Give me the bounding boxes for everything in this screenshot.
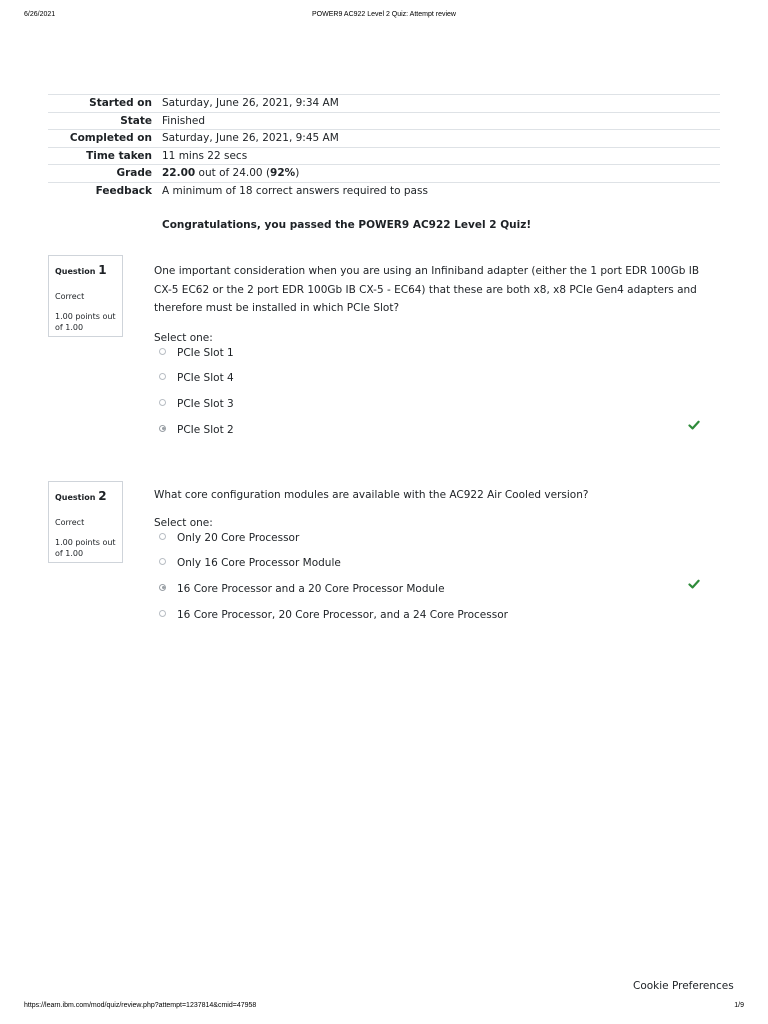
answer-label: PCIe Slot 4 (177, 372, 234, 385)
grade-label: Grade (48, 165, 162, 183)
grade-row (48, 165, 720, 183)
answer-label: 16 Core Processor and a 20 Core Processor Module (177, 582, 445, 595)
radio-icon[interactable] (159, 399, 166, 406)
radio-icon[interactable] (159, 348, 166, 355)
print-header (24, 11, 744, 21)
answer-prompt: Select one: (154, 516, 213, 529)
summary-value: Saturday, June 26, 2021, 9:45 AM (162, 130, 720, 148)
answer-prompt: Select one: (154, 331, 213, 344)
summary-row (48, 95, 720, 113)
question-grade: 1.00 points out of 1.00 (55, 537, 116, 558)
answer-option[interactable] (154, 608, 714, 634)
radio-icon[interactable] (159, 558, 166, 565)
grade-close: ) (295, 167, 300, 180)
answer-option[interactable] (154, 397, 714, 423)
answer-label: Only 20 Core Processor (177, 531, 300, 544)
congrats-row (48, 205, 720, 233)
question-state: Correct (55, 292, 85, 302)
summary-label: State (48, 112, 162, 130)
question-text: What core configuration modules are available with the AC922 Air Cooled version? (154, 489, 589, 501)
grade-score: 22.00 (162, 167, 196, 180)
question-number-value: 1 (98, 263, 107, 277)
radio-icon[interactable] (159, 373, 166, 380)
grade-percent: 92% (270, 167, 296, 180)
question-number-value: 2 (98, 489, 107, 503)
question-label: Question (55, 267, 96, 276)
radio-icon[interactable] (159, 610, 166, 617)
answer-option[interactable] (154, 346, 714, 372)
cookie-preferences-link[interactable]: Cookie Preferences (633, 980, 734, 992)
answer-option[interactable] (154, 371, 714, 397)
print-date: 6/26/2021 (24, 11, 56, 18)
question-content (154, 486, 714, 633)
summary-row (48, 130, 720, 148)
summary-label: Completed on (48, 130, 162, 148)
answer-option[interactable] (154, 582, 714, 608)
question-number (55, 488, 122, 504)
congrats-spacer (48, 205, 162, 233)
answer-option[interactable] (154, 423, 714, 449)
summary-value: Saturday, June 26, 2021, 9:34 AM (162, 95, 720, 113)
answer-label: PCIe Slot 1 (177, 346, 234, 359)
print-title: POWER9 AC922 Level 2 Quiz: Attempt review (312, 11, 456, 18)
summary-row (48, 147, 720, 165)
answer-label: PCIe Slot 2 (177, 423, 234, 436)
question-text: One important consideration when you are using an Infiniband adapter (either the 1 port EDR 100Gb IB CX-5 EC62 or the 2 port EDR 100Gb IB CX-5 - EC64) that these are both x8, x8 PCIe Gen4 adapters and therefore must be installed in which PCIe Slot? (154, 265, 700, 314)
question-grade: 1.00 points out of 1.00 (55, 311, 116, 332)
radio-icon[interactable] (159, 425, 166, 432)
question-info (48, 255, 123, 337)
feedback-label: Feedback (48, 182, 162, 205)
print-footer (24, 1002, 744, 1012)
summary-value: Finished (162, 112, 720, 130)
feedback-value: A minimum of 18 correct answers required to pass (162, 182, 720, 205)
congrats-message: Congratulations, you passed the POWER9 AC922 Level 2 Quiz! (162, 218, 532, 231)
answer-option[interactable] (154, 556, 714, 582)
summary-label: Started on (48, 95, 162, 113)
question-state: Correct (55, 518, 85, 528)
summary-value: 11 mins 22 secs (162, 147, 720, 165)
print-page-number: 1/9 (734, 1002, 744, 1009)
answer-label: PCIe Slot 3 (177, 397, 234, 410)
summary-label: Time taken (48, 147, 162, 165)
question-label: Question (55, 493, 96, 502)
answer-label: Only 16 Core Processor Module (177, 557, 341, 570)
question-number (55, 262, 122, 278)
answer-label: 16 Core Processor, 20 Core Processor, and a 24 Core Processor (177, 608, 508, 621)
question-info (48, 481, 123, 563)
summary-row (48, 112, 720, 130)
radio-icon[interactable] (159, 533, 166, 540)
grade-value (162, 165, 720, 183)
check-icon (688, 578, 700, 590)
feedback-row (48, 182, 720, 205)
grade-out-of: out of 24.00 ( (195, 167, 271, 180)
attempt-summary-table (48, 94, 720, 233)
radio-icon[interactable] (159, 584, 166, 591)
print-url: https://learn.ibm.com/mod/quiz/review.php?attempt=1237814&cmid=47958 (24, 1002, 257, 1009)
check-icon (688, 419, 700, 431)
question-content (154, 262, 714, 448)
answer-option[interactable] (154, 531, 714, 557)
